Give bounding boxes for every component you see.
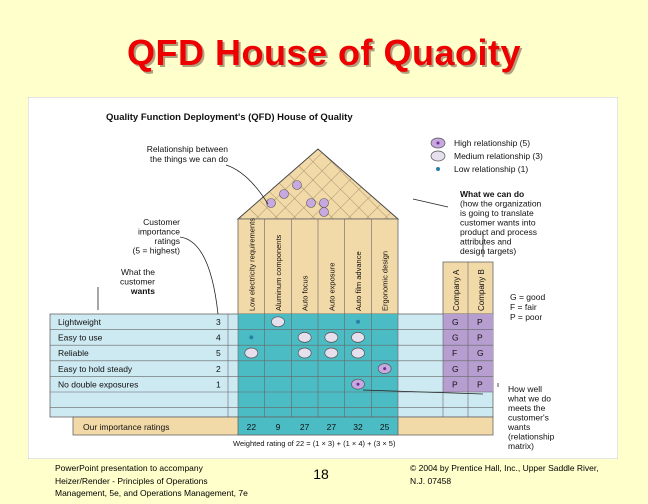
medium-relationship-mark bbox=[245, 348, 258, 358]
customer-want: Lightweight bbox=[58, 317, 102, 327]
column-importance-rating: 27 bbox=[299, 422, 310, 432]
callout-can_do-line: What we can do bbox=[460, 189, 525, 199]
column-header-label: Auto film advance bbox=[354, 251, 363, 311]
callout-importance-line: Customer bbox=[143, 217, 180, 227]
weighted-rating-note: Weighted rating of 22 = (1 × 3) + (1 × 4) + (3 × 5) bbox=[233, 439, 396, 448]
callout-importance-line: ratings bbox=[154, 236, 180, 246]
importance-ratings-row bbox=[73, 417, 493, 435]
column-importance-rating: 32 bbox=[353, 422, 363, 432]
callout-can_do-line: is going to translate bbox=[460, 208, 534, 218]
low-relationship-mark bbox=[356, 320, 360, 324]
callout-how_well-line: How well bbox=[508, 384, 543, 394]
medium-relationship-mark bbox=[352, 348, 365, 358]
legend-high-label: High relationship (5) bbox=[454, 138, 531, 148]
medium-relationship-mark bbox=[352, 332, 365, 342]
roof-high-mark bbox=[280, 190, 289, 199]
customer-want: Reliable bbox=[58, 348, 89, 359]
competitor-a-score: P bbox=[452, 379, 458, 390]
roof-high-mark bbox=[267, 199, 276, 208]
footer-attribution bbox=[55, 462, 295, 500]
callout-competitors-line: P = poor bbox=[510, 312, 543, 322]
callout-importance-line: importance bbox=[137, 226, 180, 237]
importance-rating: 1 bbox=[216, 379, 221, 390]
importance-rating: 4 bbox=[216, 332, 221, 343]
importance-ratings-label: Our importance ratings bbox=[83, 422, 170, 432]
callout-how_well-line: (relationship bbox=[508, 431, 555, 442]
importance-rating: 2 bbox=[216, 363, 221, 374]
callout-how_well-line: wants bbox=[508, 422, 531, 432]
callout-importance-line: (5 = highest) bbox=[132, 245, 180, 256]
competitor-a-score: G bbox=[452, 363, 459, 374]
callout-can_do-line: (how the organization bbox=[460, 198, 542, 209]
competitor-b-score: P bbox=[477, 332, 483, 343]
column-header-label: Auto exposure bbox=[327, 262, 337, 311]
competitor-b-score: P bbox=[477, 363, 483, 374]
column-importance-rating: 27 bbox=[326, 422, 337, 432]
column-importance-rating: 22 bbox=[246, 422, 257, 432]
competitor-a-score: G bbox=[452, 332, 459, 343]
high-relationship-dot bbox=[383, 367, 386, 370]
roof-high-mark bbox=[320, 199, 329, 208]
importance-rating: 3 bbox=[216, 317, 221, 327]
callout-how_well-line: matrix) bbox=[508, 441, 534, 451]
customer-want: Easy to use bbox=[58, 332, 103, 343]
customer-want: No double exposures bbox=[58, 379, 139, 390]
column-header-label: Auto focus bbox=[300, 275, 310, 311]
competitor-b-score: G bbox=[477, 348, 484, 359]
competitor-b-score: P bbox=[477, 379, 483, 390]
customer-want: Easy to hold steady bbox=[58, 363, 133, 374]
legend-low-symbol bbox=[436, 167, 440, 171]
callout-can_do-line: customer wants into bbox=[460, 217, 536, 228]
importance-rating: 5 bbox=[216, 348, 221, 359]
callout-relationship-line: Relationship between bbox=[146, 144, 228, 154]
slide-title: QFD House of Quaoity bbox=[126, 32, 521, 73]
low-relationship-mark bbox=[249, 335, 253, 339]
callout-can_do-line: product and process bbox=[460, 227, 538, 237]
medium-relationship-mark bbox=[325, 348, 338, 358]
medium-relationship-mark bbox=[298, 348, 311, 358]
footer-line: Management, 5e, and Operations Management, 7e bbox=[55, 488, 248, 498]
callout-how_well-line: what we do bbox=[508, 393, 551, 404]
callout-how_well-line: customer's bbox=[508, 412, 549, 423]
page-number: 18 bbox=[313, 466, 329, 482]
callout-wants-line: What the bbox=[120, 267, 155, 277]
roof-high-mark bbox=[320, 208, 329, 217]
competitor-a-label: Company A bbox=[452, 269, 461, 311]
high-relationship-dot bbox=[357, 383, 360, 386]
roof-high-mark bbox=[307, 199, 316, 208]
medium-relationship-mark bbox=[272, 317, 285, 327]
callout-can_do-line: design targets) bbox=[460, 246, 517, 256]
legend-medium-symbol bbox=[431, 151, 445, 161]
competitor-b-label: Company B bbox=[477, 269, 486, 311]
callout-relationship-line: the things we can do bbox=[150, 154, 228, 164]
competitor-b-score: P bbox=[477, 317, 483, 327]
column-importance-rating: 9 bbox=[275, 422, 281, 432]
column-header-label: Low electricity requirements bbox=[247, 218, 257, 311]
roof-high-mark bbox=[293, 181, 302, 190]
medium-relationship-mark bbox=[298, 332, 311, 342]
callout-wants-line: wants bbox=[130, 286, 155, 296]
footer-line: PowerPoint presentation to accompany bbox=[55, 463, 203, 473]
figure-title: Quality Function Deployment's (QFD) House of Quality bbox=[106, 112, 353, 123]
callout-competitors-line: G = good bbox=[510, 292, 546, 302]
footer-line: © 2004 by Prentice Hall, Inc., Upper Saddle River, bbox=[410, 463, 599, 473]
column-importance-rating: 25 bbox=[379, 422, 390, 432]
medium-relationship-mark bbox=[325, 332, 338, 342]
callout-competitors-line: F = fair bbox=[510, 302, 537, 312]
column-header-label: Aluminum components bbox=[274, 234, 283, 311]
callout-wants-line: customer bbox=[120, 276, 155, 287]
footer-copyright bbox=[410, 462, 640, 487]
house-of-quality-figure bbox=[28, 97, 618, 459]
footer-line: Heizer/Render - Principles of Operations bbox=[55, 475, 208, 486]
competitor-a-score: G bbox=[452, 317, 459, 327]
footer-line: N.J. 07458 bbox=[410, 475, 452, 486]
legend-low-label: Low relationship (1) bbox=[454, 164, 529, 174]
callout-how_well-line: meets the bbox=[508, 403, 546, 413]
column-header-label: Ergonomic design bbox=[380, 250, 390, 311]
legend-medium-label: Medium relationship (3) bbox=[454, 151, 543, 161]
callout-can_do-line: attributes and bbox=[460, 236, 512, 247]
competitor-a-score: F bbox=[452, 348, 458, 359]
